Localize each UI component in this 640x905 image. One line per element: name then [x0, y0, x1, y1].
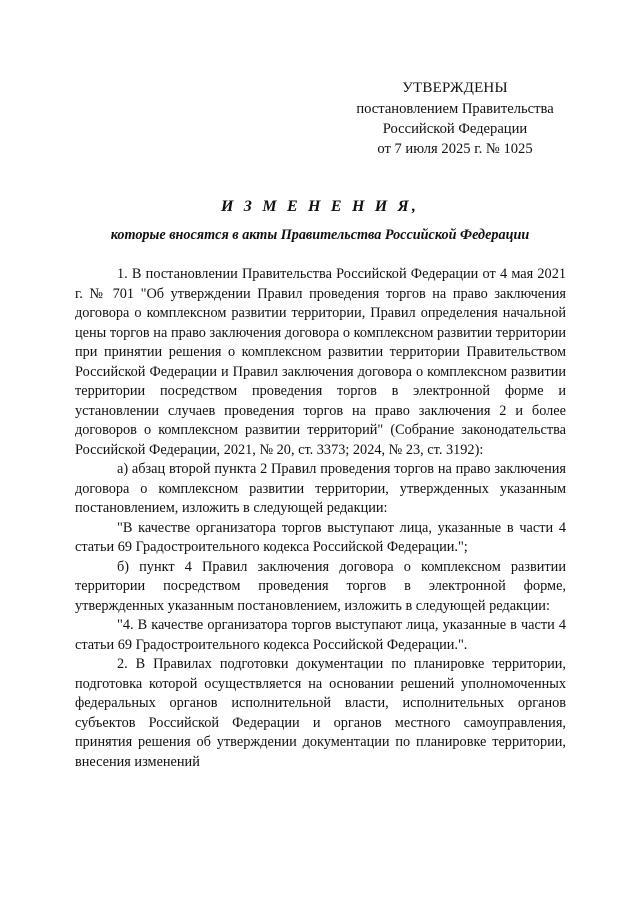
- approval-line-1: постановлением Правительства: [356, 101, 554, 117]
- paragraph-2: 2. В Правилах подготовки документации по планировке территории, подготовка которой осуществляется на основании решений уполномоченных федеральных органов исполнительной власти, исполнительных органов субъектов Российской Федерации и органов местного самоуправления, принятия решения об утверждении документации по планировке территории, внесения изменений: [75, 656, 566, 770]
- approval-heading: УТВЕРЖДЕНЫ: [402, 80, 508, 96]
- paragraph-1a: а) абзац второй пункта 2 Правил проведения торгов на право заключения договора о комплексном развитии территории, утвержденных указанным постановлением, изложить в следующей редакции:: [75, 461, 566, 516]
- document-subtitle: которые вносятся в акты Правительства Российской Федерации: [110, 227, 530, 243]
- approval-line-2: Российской Федерации: [382, 121, 528, 137]
- approval-stamp: [330, 78, 580, 159]
- approval-line-3: от 7 июля 2025 г. № 1025: [377, 141, 533, 157]
- document-body: [75, 265, 566, 772]
- paragraph-1a-quote: "В качестве организатора торгов выступают лица, указанные в части 4 статьи 69 Градостроительного кодекса Российской Федерации.";: [75, 519, 566, 555]
- paragraph-1: 1. В постановлении Правительства Российской Федерации от 4 мая 2021 г. № 701 "Об утверждении Правил проведения торгов на право заключения договора о комплексном развитии территории, Правил определения начальной цены торгов на право заключения договора о комплексном развитии территории при принятии решения о комплексном развитии территории Правительством Российской Федерации и Правил заключения договора о комплексном развитии территории посредством проведения торгов в электронной форме и установлении случаев проведения торгов на право заключения 2 и более договоров о комплексном развитии территорий" (Собрание законодательства Российской Федерации, 2021, № 20, ст. 3373; 2024, № 23, ст. 3192):: [75, 266, 566, 458]
- paragraph-1b: б) пункт 4 Правил заключения договора о комплексном развитии территории посредством проведения торгов в электронной форме, утвержденных указанным постановлением, изложить в следующей редакции:: [75, 558, 566, 614]
- document-title: И З М Е Н Е Н И Я,: [220, 198, 420, 215]
- paragraph-1b-quote: "4. В качестве организатора торгов выступают лица, указанные в части 4 статьи 69 Градостроительного кодекса Российской Федерации.".: [75, 617, 566, 653]
